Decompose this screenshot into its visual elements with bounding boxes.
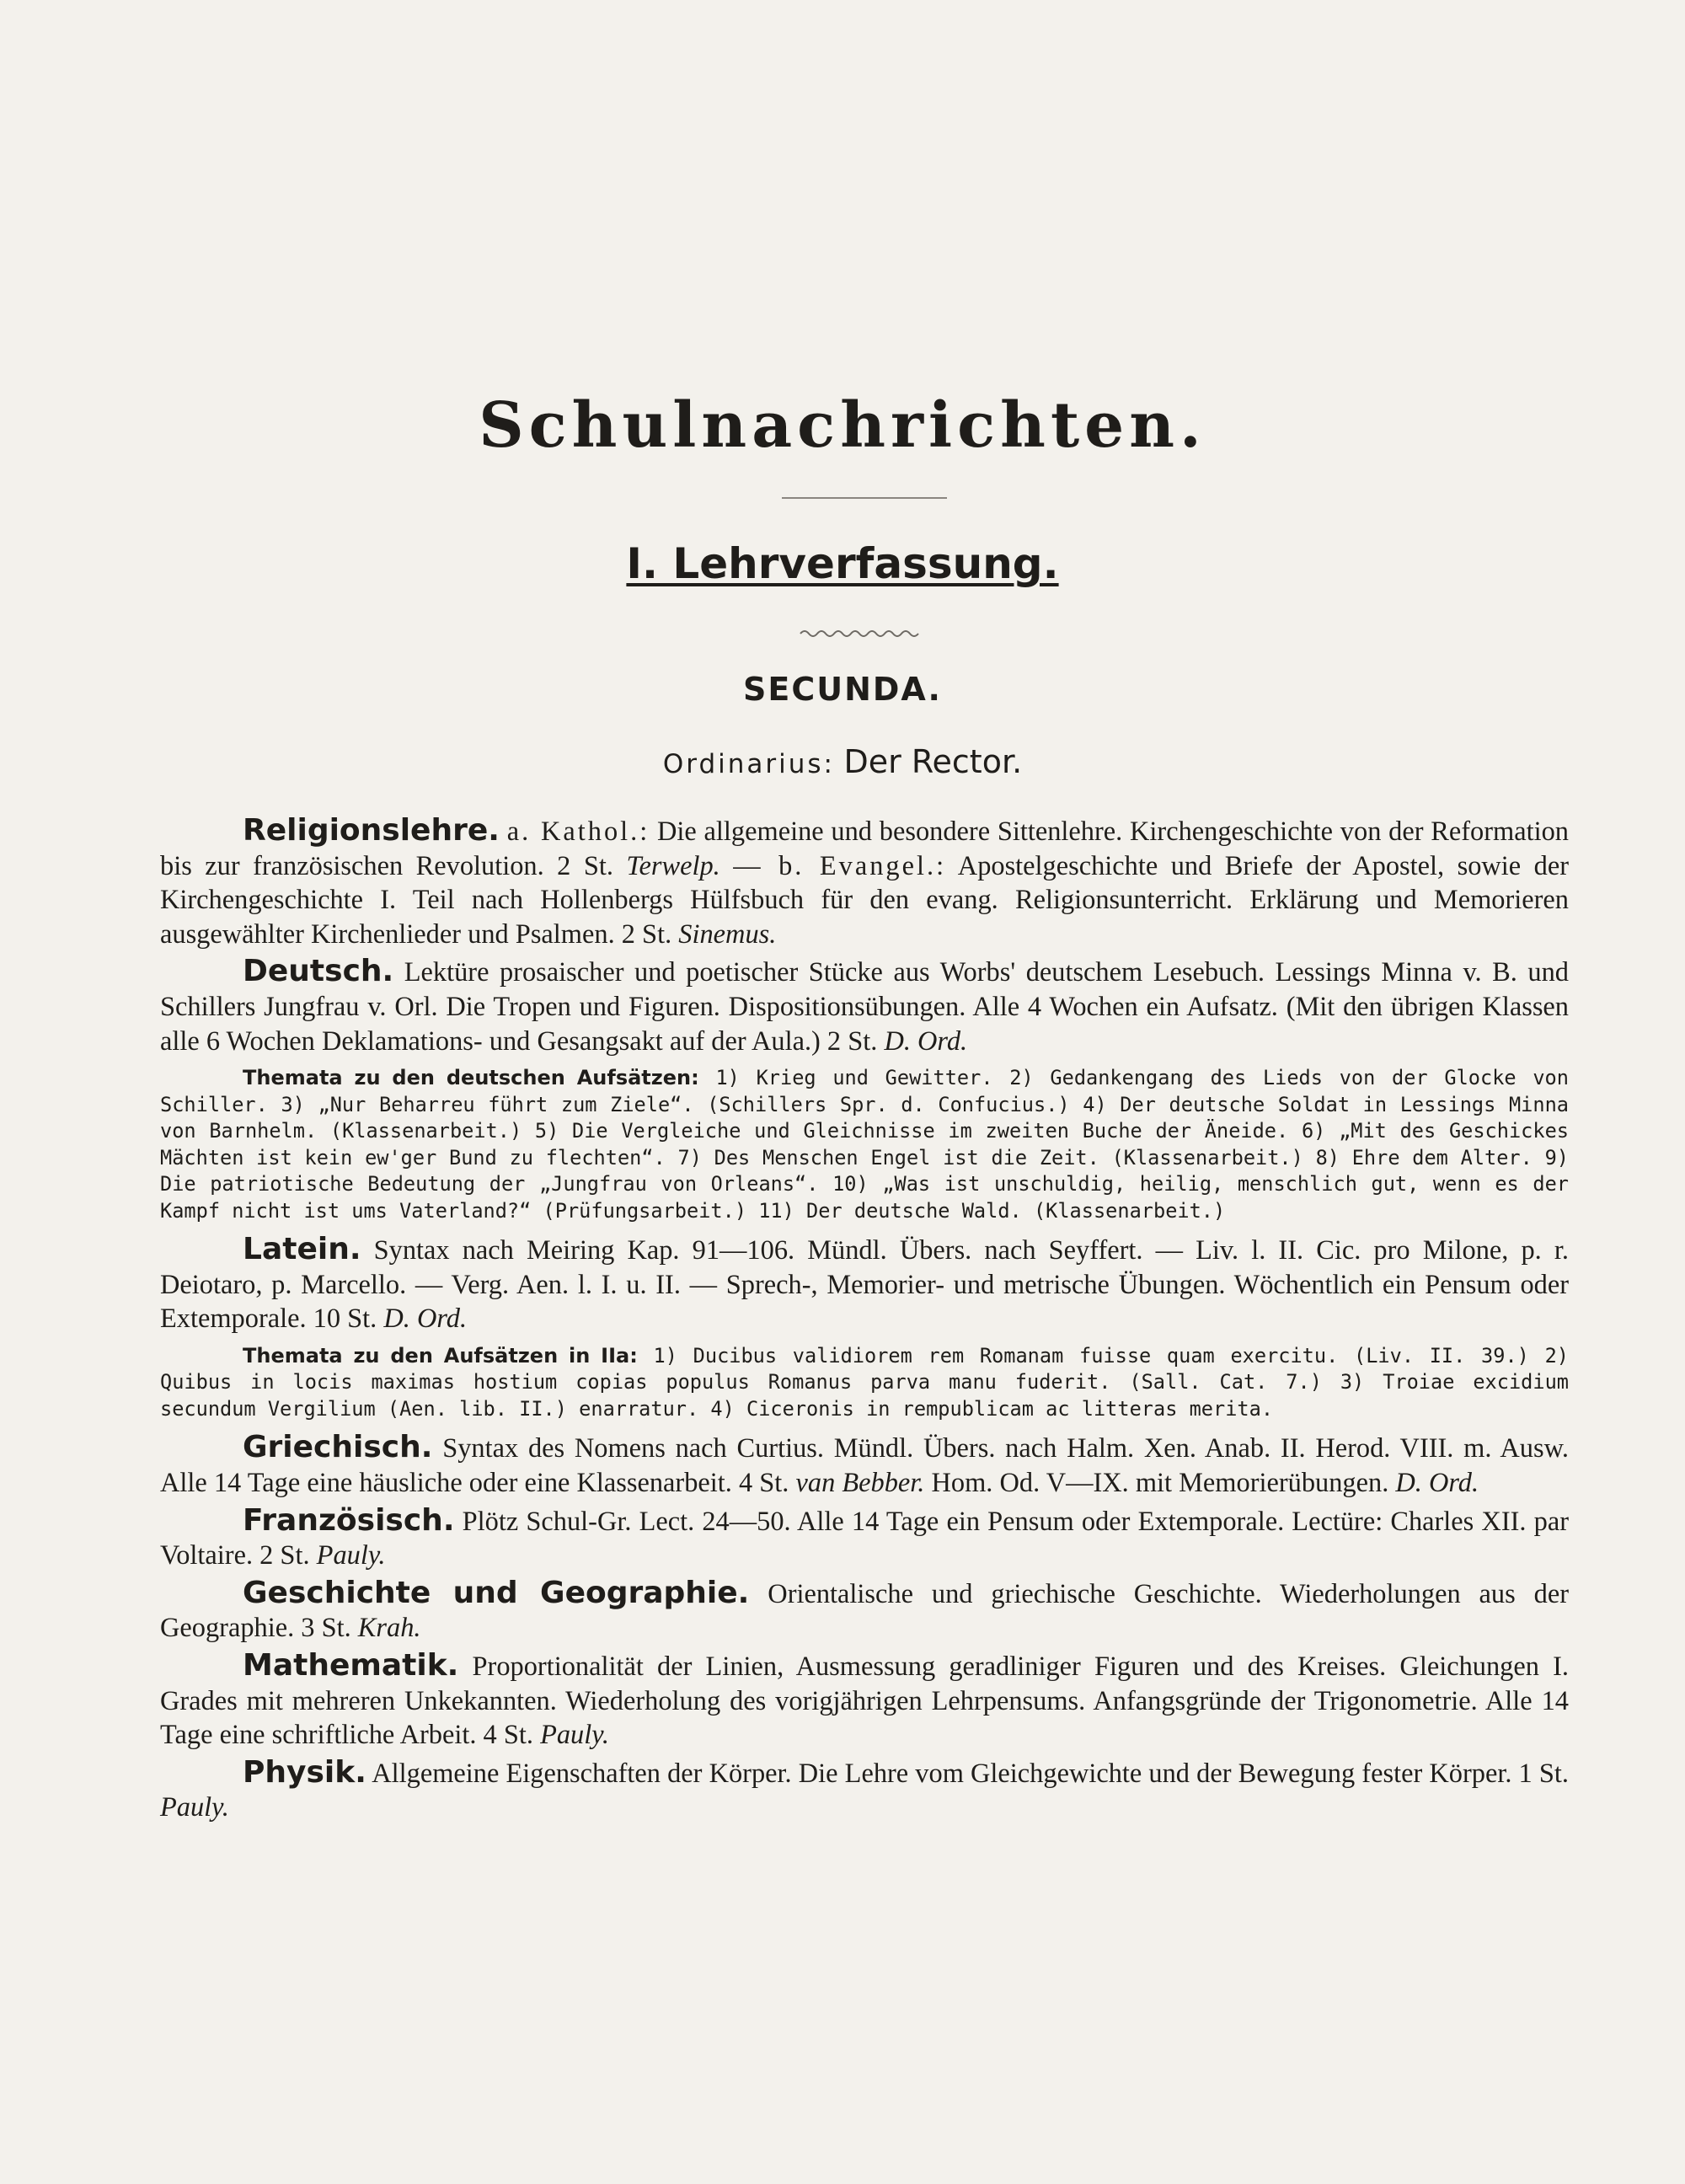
religion-b-label: — b. Evangel.:	[733, 850, 947, 881]
franzoesisch-teacher: Pauly.	[316, 1540, 386, 1571]
latein-text: Syntax nach Meiring Kap. 91—106. Mündl. Übers. nach Seyffert. — Liv. l. II. Cic. pro Milone, p. r. Deiotaro, p. Marcello. — Verg. Aen. l. I. u. II. — Sprech-, Memorier- und metrische Übungen. Wöchentlich ein Pensum oder Extemporale. 10 St.	[160, 1235, 1569, 1335]
religion-a-teacher: Terwelp.	[626, 850, 720, 881]
entry-deutsch	[160, 955, 1569, 1058]
entry-religion	[160, 814, 1569, 951]
subject-physik: Physik.	[243, 1754, 366, 1790]
deutsch-themes-text: 1) Krieg und Gewitter. 2) Gedankengang des Lieds von der Glocke von Schiller. 3) „Nur Beharreu führt zum Ziele“. (Schillers Spr. d. Confucius.) 4) Der deutsche Soldat in Lessings Minna von Barnhelm. (Klassenarbeit.) 5) Die Vergleiche und Gleichnisse im zweiten Buche der Äneide. 6) „Mit des Geschickes Mächten ist kein ew'ger Bund zu flechten“. 7) Des Menschen Engel ist die Zeit. (Klassenarbeit.) 8) Ehre dem Alter. 9) Die patriotische Bedeutung der „Jungfrau von Orleans“. 10) „Was ist unschuldig, heilig, menschlich gut, wenn es der Kampf nicht ist ums Vaterland?“ (Prüfungsarbeit.) 11) Der deutsche Wald. (Klassenarbeit.)	[160, 1066, 1569, 1223]
subject-griechisch: Griechisch.	[243, 1430, 433, 1465]
subject-mathematik: Mathematik.	[243, 1648, 459, 1683]
religion-b-text: Apostelgeschichte und Briefe der Apostel, sowie der Kirchengeschichte I. Teil nach Hollenbergs Hülfsbuch für den evang. Religionsunterricht. Erklärung und Memorieren ausgewählter Kirchenlieder und Psalmen. 2 St.	[160, 850, 1569, 950]
ordinarius-name: Der Rector.	[843, 743, 1023, 780]
ordinarius-label: Ordinarius:	[662, 749, 835, 779]
griechisch-text2: Hom. Od. V—IX. mit Memorierübungen.	[931, 1468, 1389, 1499]
subject-deutsch: Deutsch.	[243, 954, 394, 989]
subject-geschichte: Geschichte und Geographie.	[243, 1575, 750, 1610]
deutsch-text: Lektüre prosaischer und poetischer Stücke aus Worbs' deutschem Lesebuch. Lessings Minna v. B. und Schillers Jungfrau v. Orl. Die Tropen und Figuren. Dispositionsübungen. Alle 4 Wochen ein Aufsatz. (Mit den übrigen Klassen alle 6 Wochen Deklamations- und Gesangsakt auf der Aula.) 2 St.	[160, 957, 1569, 1057]
religion-b-teacher: Sinemus.	[678, 918, 777, 950]
entry-franzoesisch	[160, 1504, 1569, 1573]
latein-themes	[160, 1343, 1569, 1423]
deutsch-themes-heading: Themata zu den deutschen Aufsätzen:	[243, 1066, 699, 1090]
subject-franzoesisch: Französisch.	[243, 1502, 455, 1538]
physik-teacher: Pauly.	[160, 1792, 229, 1823]
religion-a-text: Die allgemeine und besondere Sittenlehre. Kirchengeschichte von der Reformation bis zur französischen Revolution. 2 St.	[160, 816, 1569, 881]
latein-themes-heading: Themata zu den Aufsätzen in IIa:	[243, 1343, 638, 1368]
entry-physik	[160, 1756, 1569, 1825]
deutsch-teacher: D. Ord.	[884, 1025, 968, 1057]
entry-geschichte	[160, 1576, 1569, 1646]
wavy-divider	[799, 625, 925, 642]
curriculum-body	[160, 814, 1569, 1825]
franzoesisch-text: Plötz Schul-Gr. Lect. 24—50. Alle 14 Tage ein Pensum oder Extemporale. Lectüre: Charles XII. par Voltaire. 2 St.	[160, 1506, 1569, 1571]
title-divider	[782, 497, 947, 499]
subject-religion: Religionslehre.	[243, 813, 500, 848]
mathematik-text: Proportionalität der Linien, Ausmessung geradliniger Figuren und des Kreises. Gleichungen I. Grades mit mehreren Unkekannten. Wiederholung des vorigjährigen Lehrpensums. Anfangsgründe der Trigonometrie. Alle 14 Tage eine schriftliche Arbeit. 4 St.	[160, 1651, 1569, 1751]
deutsch-themes	[160, 1065, 1569, 1224]
ordinarius-line	[0, 743, 1685, 780]
entry-latein	[160, 1233, 1569, 1336]
entry-griechisch	[160, 1431, 1569, 1500]
griechisch-text: Syntax des Nomens nach Curtius. Mündl. Übers. nach Halm. Xen. Anab. II. Herod. VIII. m. Ausw. Alle 14 Tage eine häusliche oder eine Klassenarbeit. 4 St.	[160, 1433, 1569, 1499]
latein-teacher: D. Ord.	[383, 1303, 468, 1335]
physik-text: Allgemeine Eigenschaften der Körper. Die Lehre vom Gleichgewichte und der Bewegung fester Körper. 1 St.	[372, 1758, 1569, 1789]
section-heading: I. Lehrverfassung.	[626, 539, 1059, 588]
latein-themes-text: 1) Ducibus validiorem rem Romanam fuisse quam exercitu. (Liv. II. 39.) 2) Quibus in locis maximas hostium copias populus Romanus parva manu fuderit. (Sall. Cat. 7.) 3) Troiae excidium secundum Vergilium (Aen. lib. II.) enarratur. 4) Ciceronis in rempublicam ac litteras merita.	[160, 1343, 1569, 1421]
griechisch-teacher: van Bebber.	[795, 1468, 925, 1499]
class-heading: SECUNDA.	[743, 671, 942, 708]
entry-mathematik	[160, 1649, 1569, 1753]
page-title: Schulnachrichten.	[479, 389, 1206, 462]
geschichte-teacher: Krah.	[357, 1613, 421, 1644]
subject-latein: Latein.	[243, 1232, 361, 1267]
griechisch-teacher2: D. Ord.	[1395, 1468, 1479, 1499]
religion-a-label: a. Kathol.:	[506, 816, 650, 847]
geschichte-text: Orientalische und griechische Geschichte. Wiederholungen aus der Geographie. 3 St.	[160, 1578, 1570, 1644]
mathematik-teacher: Pauly.	[540, 1720, 609, 1751]
